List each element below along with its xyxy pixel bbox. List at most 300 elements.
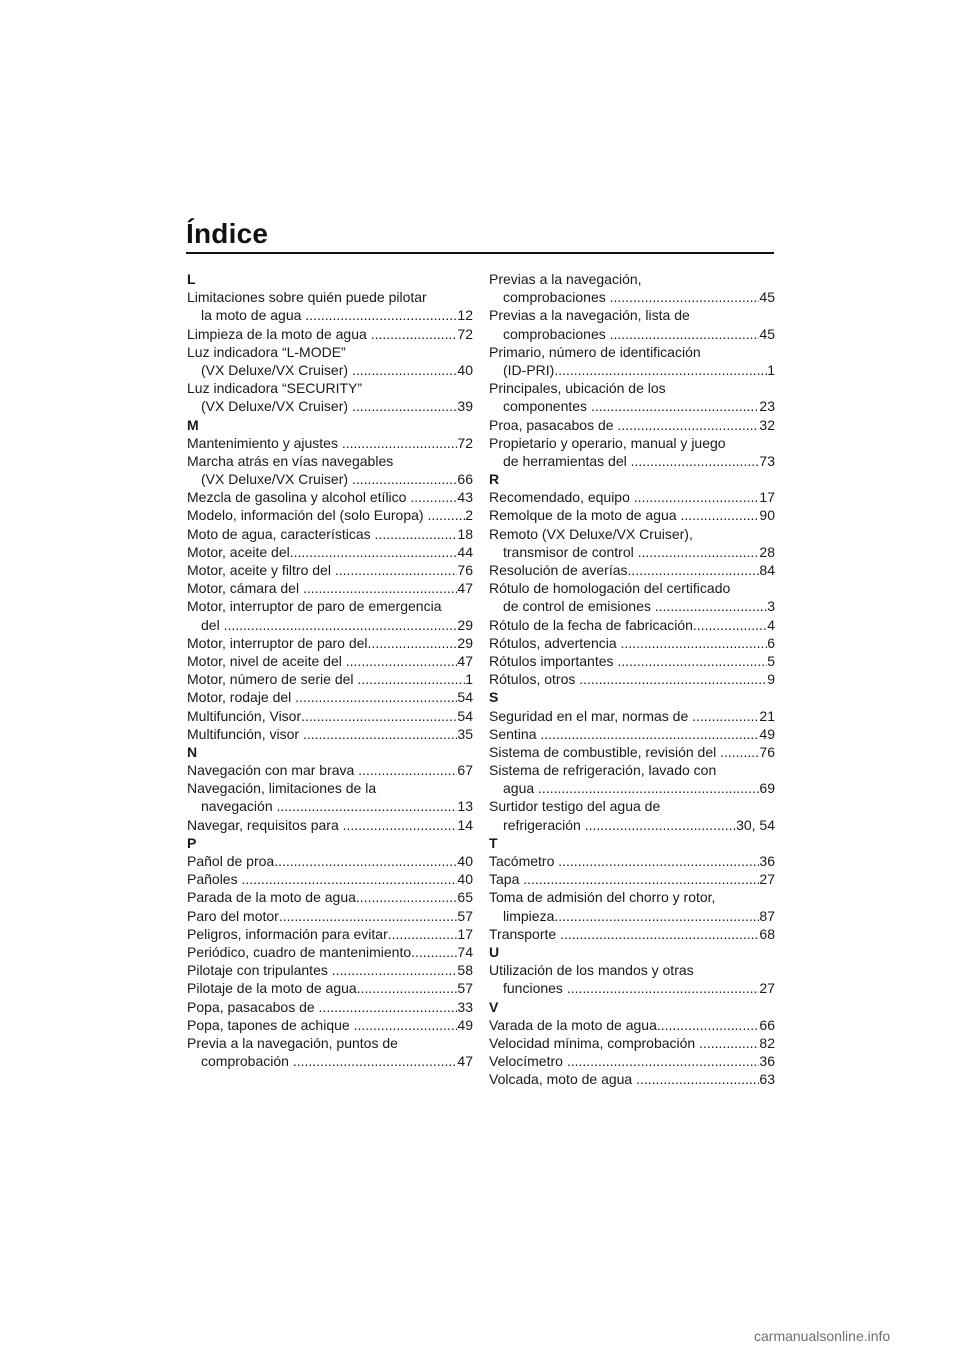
dot-leader	[699, 1034, 759, 1052]
dot-leader	[368, 634, 458, 652]
dot-leader	[554, 907, 759, 925]
entry-line	[489, 1070, 775, 1088]
entry-continuation-line	[489, 397, 775, 415]
dot-leader	[585, 816, 736, 834]
index-entry[interactable]	[489, 670, 775, 688]
dot-leader	[631, 452, 760, 470]
entry-text: transmisor de control	[503, 543, 638, 560]
entry-line	[187, 525, 473, 543]
entry-page-number: 49	[457, 1016, 473, 1033]
entry-text: (VX Deluxe/VX Cruiser)	[201, 361, 352, 378]
title-rule	[186, 252, 774, 254]
entry-page-number: 90	[759, 507, 775, 524]
entry-line	[187, 379, 473, 397]
entry-page-number: 12	[457, 307, 473, 324]
entry-line	[187, 707, 473, 725]
entry-line	[187, 761, 473, 779]
index-entry[interactable]	[187, 561, 473, 579]
dot-leader	[567, 979, 760, 997]
entry-line	[187, 325, 473, 343]
entry-page-number: 2	[465, 507, 473, 524]
dot-leader	[560, 925, 759, 943]
entry-text: Motor, interruptor de paro de emergencia	[187, 598, 442, 615]
index-entry[interactable]	[187, 852, 473, 870]
section-letter: T	[489, 834, 498, 851]
entry-line	[187, 543, 473, 561]
entry-text: del	[201, 616, 224, 633]
section-letter: U	[489, 943, 500, 960]
entry-text: (VX Deluxe/VX Cruiser)	[201, 398, 352, 415]
entry-line	[489, 707, 775, 725]
dot-leader	[343, 816, 458, 834]
entry-page-number: 40	[457, 361, 473, 378]
entry-page-number: 33	[457, 998, 473, 1015]
dot-leader	[720, 743, 759, 761]
entry-page-number: 66	[759, 1016, 775, 1033]
entry-text: comprobaciones	[503, 325, 610, 342]
entry-page-number: 45	[759, 325, 775, 342]
index-entry[interactable]	[187, 325, 473, 343]
entry-text: Volcada, moto de agua	[489, 1071, 637, 1088]
index-entry[interactable]	[187, 1034, 473, 1070]
dot-leader	[610, 325, 760, 343]
dot-leader	[538, 779, 759, 797]
entry-line	[187, 725, 473, 743]
dot-leader	[277, 797, 458, 815]
dot-leader	[657, 1016, 760, 1034]
entry-text: navegación	[201, 798, 277, 815]
dot-leader	[692, 707, 759, 725]
entry-text: Surtidor testigo del agua de	[489, 798, 661, 815]
entry-page-number: 72	[457, 325, 473, 342]
entry-text: de control de emisiones	[503, 598, 655, 615]
entry-text: Motor, cámara del	[187, 580, 303, 597]
entry-text: Varada de la moto de agua	[489, 1016, 657, 1033]
section-letter: N	[187, 743, 198, 760]
index-entry[interactable]	[187, 725, 473, 743]
entry-text: Navegar, requisitos para	[187, 816, 343, 833]
entry-text: Multifunción, Visor	[187, 707, 302, 724]
entry-text: Velocímetro	[489, 1053, 567, 1070]
entry-text: Pañol de proa	[187, 853, 275, 869]
entry-line	[489, 888, 775, 906]
entry-line	[489, 1052, 775, 1070]
entry-line	[187, 852, 473, 870]
dot-leader	[352, 397, 457, 415]
entry-page-number: 47	[457, 580, 473, 597]
dot-leader	[290, 543, 458, 561]
entry-line	[187, 998, 473, 1016]
index-entry[interactable]	[489, 1052, 775, 1070]
entry-page-number: 17	[759, 489, 775, 506]
dot-leader	[554, 361, 767, 379]
entry-continuation-line	[489, 361, 775, 379]
index-entry[interactable]	[489, 852, 775, 870]
entry-line	[489, 725, 775, 743]
index-entry[interactable]	[187, 506, 473, 524]
entry-text: Transporte	[489, 925, 561, 942]
index-entry[interactable]	[187, 907, 473, 925]
index-entry[interactable]	[187, 379, 473, 415]
entry-text: Marcha atrás en vías navegables	[187, 452, 394, 469]
entry-line	[187, 1034, 473, 1052]
entry-page-number: 47	[457, 1053, 473, 1070]
entry-page-number: 1	[465, 671, 473, 688]
index-entry[interactable]	[489, 561, 775, 579]
index-entry[interactable]	[489, 743, 775, 761]
entry-line	[489, 616, 775, 634]
entry-page-number: 47	[457, 652, 473, 669]
entry-line	[187, 488, 473, 506]
dot-leader	[224, 616, 458, 634]
entry-page-number: 27	[759, 980, 775, 997]
entry-line	[187, 579, 473, 597]
entry-text: Utilización de los mandos y otras	[489, 962, 694, 979]
entry-line	[187, 870, 473, 888]
index-entry[interactable]	[187, 488, 473, 506]
entry-text: Popa, pasacabos de	[187, 998, 319, 1015]
entry-text: Tacómetro	[489, 853, 559, 869]
entry-text: Propietario y operario, manual y juego	[489, 434, 726, 451]
section-letter: M	[187, 416, 199, 433]
entry-page-number: 72	[457, 434, 473, 451]
entry-line	[187, 961, 473, 979]
index-entry[interactable]	[187, 452, 473, 488]
entry-text: Moto de agua, características	[187, 525, 375, 542]
entry-line	[489, 634, 775, 652]
entry-line	[489, 670, 775, 688]
entry-line	[489, 506, 775, 524]
dot-leader	[610, 288, 760, 306]
entry-text: Resolución de averías	[489, 562, 628, 578]
entry-text: Rótulos importantes	[489, 652, 618, 669]
entry-text: Parada de la moto de agua	[187, 889, 356, 906]
index-entry[interactable]	[489, 270, 775, 306]
entry-page-number: 5	[767, 652, 775, 669]
index-entry[interactable]	[187, 761, 473, 779]
entry-page-number: 76	[457, 562, 473, 578]
entry-text: Paro del motor	[187, 907, 279, 924]
dot-leader	[293, 1052, 458, 1070]
entry-continuation-line	[489, 543, 775, 561]
dot-leader	[301, 707, 457, 725]
entry-text: Previa a la navegación, puntos de	[187, 1034, 398, 1051]
entry-line	[187, 597, 473, 615]
dot-leader	[410, 488, 457, 506]
entry-text: la moto de agua	[201, 307, 306, 324]
index-entry[interactable]	[489, 634, 775, 652]
index-entry[interactable]	[489, 1070, 775, 1088]
entry-text: limpieza	[503, 907, 555, 924]
index-entry[interactable]	[489, 961, 775, 997]
dot-leader	[411, 943, 457, 961]
entry-text: Seguridad en el mar, normas de	[489, 707, 693, 724]
dot-leader	[274, 852, 457, 870]
page-title: Índice	[186, 218, 269, 249]
entry-line	[187, 670, 473, 688]
entry-text: Proa, pasacabos de	[489, 416, 618, 433]
index-entry[interactable]	[489, 725, 775, 743]
entry-text: Navegación con mar brava	[187, 762, 359, 779]
entry-line	[489, 797, 775, 815]
dot-leader	[319, 998, 458, 1016]
entry-continuation-line	[489, 779, 775, 797]
entry-line	[187, 779, 473, 797]
watermark[interactable]: carmanualsonline.info	[754, 1328, 891, 1344]
index-entry[interactable]	[187, 870, 473, 888]
index-entry[interactable]	[489, 652, 775, 670]
dot-leader	[342, 434, 458, 452]
dot-leader	[295, 688, 457, 706]
entry-continuation-line	[187, 361, 473, 379]
dot-leader	[375, 525, 458, 543]
entry-page-number: 28	[759, 543, 775, 560]
index-entry[interactable]	[187, 652, 473, 670]
entry-page-number: 1	[767, 361, 775, 378]
entry-continuation-line	[187, 470, 473, 488]
entry-line	[489, 270, 775, 288]
dot-leader	[591, 397, 759, 415]
index-entry[interactable]	[187, 670, 473, 688]
dot-leader	[621, 634, 768, 652]
entry-text: (ID-PRI)	[503, 361, 555, 378]
section-letter: V	[489, 998, 499, 1015]
entry-text: Limpieza de la moto de agua	[187, 325, 371, 342]
entry-page-number: 29	[457, 634, 473, 651]
section-letter: L	[187, 271, 196, 287]
entry-text: Motor, aceite y filtro del	[187, 562, 335, 578]
entry-text: Remolque de la moto de agua	[489, 507, 681, 524]
entry-page-number: 35	[457, 725, 473, 742]
dot-leader	[241, 870, 457, 888]
index-entry[interactable]	[489, 306, 775, 342]
dot-leader	[638, 543, 760, 561]
entry-text: funciones	[503, 980, 567, 997]
dot-leader	[558, 852, 759, 870]
index-entry[interactable]	[489, 506, 775, 524]
entry-text: Sistema de combustible, revisión del	[489, 743, 721, 760]
entry-text: Previas a la navegación,	[489, 271, 642, 287]
index-entry[interactable]	[489, 1016, 775, 1034]
entry-line	[489, 1034, 775, 1052]
entry-page-number: 65	[457, 889, 473, 906]
entry-continuation-line	[489, 816, 775, 834]
entry-line	[187, 506, 473, 524]
entry-text: Rótulos, advertencia	[489, 634, 621, 651]
entry-page-number: 29	[457, 616, 473, 633]
entry-line	[187, 434, 473, 452]
entry-text: Previas a la navegación, lista de	[489, 307, 690, 324]
dot-leader	[356, 888, 458, 906]
entry-page-number: 9	[767, 671, 775, 688]
index-entry[interactable]	[489, 579, 775, 615]
dot-leader	[357, 979, 458, 997]
entry-text: refrigeración	[503, 816, 585, 833]
entry-text: componentes	[503, 398, 591, 415]
entry-line	[489, 306, 775, 324]
entry-page-number: 45	[759, 289, 775, 306]
entry-text: comprobaciones	[503, 289, 610, 306]
dot-leader	[357, 670, 465, 688]
entry-page-number: 74	[457, 943, 473, 960]
entry-text: Periódico, cuadro de mantenimiento	[187, 943, 412, 960]
entry-page-number: 3	[767, 598, 775, 615]
entry-line	[187, 979, 473, 997]
index-entry[interactable]	[187, 961, 473, 979]
entry-line	[489, 870, 775, 888]
entry-text: agua	[503, 780, 539, 797]
index-entry[interactable]	[187, 1016, 473, 1034]
entry-page-number: 40	[457, 853, 473, 869]
index-entry[interactable]	[489, 525, 775, 561]
dot-leader	[305, 306, 457, 324]
entry-text: de herramientas del	[503, 452, 631, 469]
entry-page-number: 36	[759, 1053, 775, 1070]
entry-text: (VX Deluxe/VX Cruiser)	[201, 471, 352, 488]
index-entry[interactable]	[187, 543, 473, 561]
entry-continuation-line	[489, 288, 775, 306]
entry-line	[489, 379, 775, 397]
entry-page-number: 6	[767, 634, 775, 651]
index-entry[interactable]	[489, 925, 775, 943]
index-entry[interactable]	[187, 979, 473, 997]
entry-line	[489, 743, 775, 761]
index-entry[interactable]	[489, 434, 775, 470]
index-entry[interactable]	[187, 288, 473, 324]
entry-line	[489, 488, 775, 506]
entry-page-number: 68	[759, 925, 775, 942]
index-entry[interactable]	[187, 779, 473, 815]
dot-leader	[523, 870, 759, 888]
entry-line	[489, 652, 775, 670]
entry-line	[187, 561, 473, 579]
entry-text: Recomendado, equipo	[489, 489, 634, 506]
index-entry[interactable]	[187, 707, 473, 725]
index-entry[interactable]	[187, 688, 473, 706]
entry-text: Motor, rodaje del	[187, 689, 296, 706]
index-entry[interactable]	[187, 634, 473, 652]
index-entry[interactable]	[187, 943, 473, 961]
entry-text: Peligros, información para evitar	[187, 925, 388, 942]
entry-page-number: 87	[759, 907, 775, 924]
entry-page-number: 58	[457, 962, 473, 979]
entry-text: Principales, ubicación de los	[489, 380, 666, 397]
entry-continuation-line	[489, 452, 775, 470]
entry-line	[187, 652, 473, 670]
entry-page-number: 36	[759, 853, 775, 869]
entry-page-number: 63	[759, 1071, 775, 1088]
dot-leader	[634, 488, 760, 506]
dot-leader	[303, 725, 457, 743]
entry-text: Modelo, información del (solo Europa)	[187, 507, 428, 524]
index-entry[interactable]	[489, 343, 775, 379]
entry-continuation-line	[187, 1052, 473, 1070]
entry-page-number: 54	[457, 689, 473, 706]
entry-text: Mantenimiento y ajustes	[187, 434, 342, 451]
dot-leader	[617, 416, 759, 434]
index-entry[interactable]	[489, 616, 775, 634]
entry-text: Rótulos, otros	[489, 671, 580, 688]
entry-page-number: 14	[457, 816, 473, 833]
index-entry[interactable]	[187, 597, 473, 633]
entry-line	[187, 688, 473, 706]
index-entry[interactable]	[489, 707, 775, 725]
dot-leader	[352, 361, 457, 379]
index-entry[interactable]	[187, 343, 473, 379]
entry-page-number: 66	[457, 471, 473, 488]
entry-text: Limitaciones sobre quién puede pilotar	[187, 289, 427, 306]
entry-page-number: 30, 54	[736, 816, 775, 833]
entry-line	[187, 816, 473, 834]
dot-leader	[579, 670, 767, 688]
entry-text: Rótulo de la fecha de fabricación	[489, 616, 693, 633]
dot-leader	[427, 506, 465, 524]
entry-page-number: 23	[759, 398, 775, 415]
index-entry[interactable]	[489, 1034, 775, 1052]
index-entry[interactable]	[489, 379, 775, 415]
entry-continuation-line	[489, 907, 775, 925]
index-entry[interactable]	[187, 888, 473, 906]
index-entry[interactable]	[187, 998, 473, 1016]
entry-line	[489, 343, 775, 361]
dot-leader	[371, 325, 458, 343]
entry-page-number: 82	[759, 1034, 775, 1051]
index-entry[interactable]	[187, 579, 473, 597]
entry-line	[489, 434, 775, 452]
entry-line	[489, 961, 775, 979]
index-entry[interactable]	[489, 888, 775, 924]
index-entry[interactable]	[187, 434, 473, 452]
entry-text: Motor, aceite del	[187, 543, 290, 560]
index-entry[interactable]	[489, 488, 775, 506]
index-entry[interactable]	[489, 761, 775, 797]
entry-continuation-line	[187, 616, 473, 634]
entry-text: Motor, número de serie del	[187, 671, 358, 688]
entry-text: Pilotaje con tripulantes	[187, 962, 332, 979]
dot-leader	[303, 579, 457, 597]
index-entry[interactable]	[187, 816, 473, 834]
entry-text: Sistema de refrigeración, lavado con	[489, 762, 717, 779]
index-entry[interactable]	[489, 797, 775, 833]
index-entry[interactable]	[489, 416, 775, 434]
dot-leader	[335, 561, 458, 579]
entry-text: Motor, nivel de aceite del	[187, 652, 346, 669]
dot-leader	[655, 597, 767, 615]
entry-page-number: 4	[767, 616, 775, 633]
entry-page-number: 44	[457, 543, 473, 560]
entry-text: Navegación, limitaciones de la	[187, 780, 377, 797]
entry-line	[489, 1016, 775, 1034]
entry-line	[187, 943, 473, 961]
entry-page-number: 69	[759, 780, 775, 797]
index-entry[interactable]	[187, 925, 473, 943]
index-entry[interactable]	[187, 525, 473, 543]
dot-leader	[567, 1052, 760, 1070]
index-entry[interactable]	[489, 870, 775, 888]
entry-continuation-line	[489, 979, 775, 997]
index-column-right	[489, 270, 775, 1088]
entry-page-number: 40	[457, 871, 473, 888]
dot-leader	[354, 1016, 458, 1034]
entry-page-number: 84	[759, 562, 775, 578]
entry-page-number: 43	[457, 489, 473, 506]
entry-page-number: 57	[457, 980, 473, 997]
entry-line	[187, 634, 473, 652]
entry-text: comprobación	[201, 1053, 293, 1070]
entry-line	[489, 579, 775, 597]
entry-text: Luz indicadora “SECURITY”	[187, 380, 363, 397]
entry-text: Remoto (VX Deluxe/VX Cruiser),	[489, 525, 693, 542]
